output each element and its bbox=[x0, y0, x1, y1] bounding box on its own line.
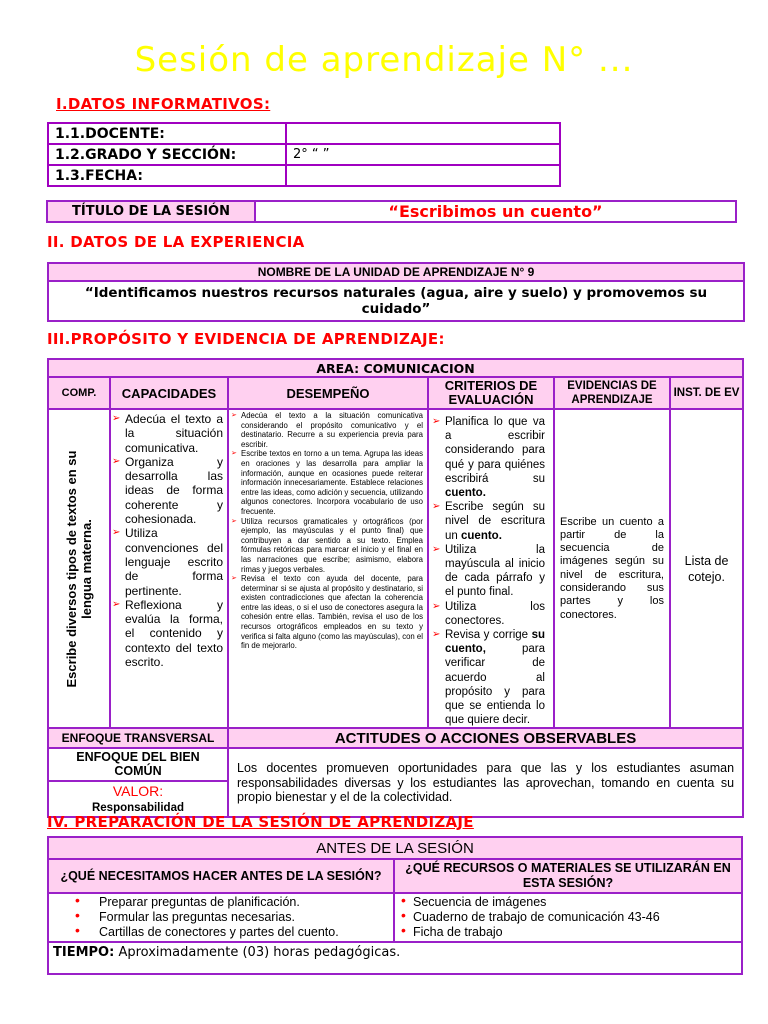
capacidad-item: ➢ Utiliza convenciones del lenguaje escrito de forma pertinente. bbox=[125, 526, 223, 597]
capacidades-list bbox=[111, 412, 227, 669]
hacer-cell bbox=[48, 893, 394, 942]
grado-label: 1.2.GRADO Y SECCIÓN: bbox=[48, 144, 286, 165]
titulo-sesion-value: “Escribimos un cuento” bbox=[255, 201, 736, 222]
header-comp: COMP. bbox=[48, 377, 110, 409]
section-preparacion: IV. PREPARACIÓN DE LA SESIÓN DE APRENDIZAJE bbox=[47, 813, 474, 831]
preparacion-table bbox=[47, 836, 743, 975]
unidad-label: NOMBRE DE LA UNIDAD DE APRENDIZAJE N° 9 bbox=[48, 263, 744, 281]
criterio-item: ➢ Planifica lo que va a escribir considerando para qué y para quiénes escribirá su cuento. bbox=[445, 415, 545, 500]
header-capacidades: CAPACIDADES bbox=[110, 377, 228, 409]
tiempo-value: Aproximadamente (03) horas pedagógicas. bbox=[114, 945, 401, 960]
titulo-sesion-label: TÍTULO DE LA SESIÓN bbox=[47, 201, 255, 222]
area-table bbox=[47, 358, 744, 818]
competencia-text: Escribe diversos tipos de textos en su lengua materna. bbox=[64, 450, 94, 688]
capacidad-item: ➢ Organiza y desarrolla las ideas de forma coherente y cohesionada. bbox=[125, 455, 223, 526]
evidencia-text: Escribe un cuento a partir de la secuencia de imágenes según su nivel de escritura, considerando sus partes y los conectores. bbox=[560, 515, 664, 621]
datos-table bbox=[47, 122, 561, 187]
header-criterios: CRITERIOS DE EVALUACIÓN bbox=[428, 377, 554, 409]
area-title: AREA: COMUNICACION bbox=[48, 359, 743, 377]
criterios-list bbox=[429, 415, 553, 727]
valor-label: VALOR: bbox=[112, 783, 164, 800]
capacidad-item: ➢ Adecúa el texto a la situación comunicativa. bbox=[125, 412, 223, 455]
docente-value[interactable] bbox=[286, 123, 560, 144]
evidencia-cell bbox=[554, 409, 670, 728]
hacer-list bbox=[49, 895, 393, 940]
recurso-item: • Ficha de trabajo bbox=[413, 925, 741, 940]
valor-value: Responsabilidad bbox=[91, 802, 185, 815]
page-title: Sesión de aprendizaje N° ... bbox=[134, 40, 634, 80]
criterio-item: ➢ Utiliza la mayúscula al inicio de cada párrafo y el punto final. bbox=[445, 543, 545, 600]
criterio-item: ➢ Utiliza los conectores. bbox=[445, 600, 545, 628]
actitud-cell bbox=[228, 748, 743, 817]
titulo-sesion-table bbox=[46, 200, 737, 223]
instrumento-cell bbox=[670, 409, 743, 728]
enfoque-transversal-label: ENFOQUE TRANSVERSAL bbox=[48, 728, 228, 748]
hacer-item: • Preparar preguntas de planificación. bbox=[99, 895, 393, 910]
criterio-item: ➢ Escribe según su nivel de escritura un cuento. bbox=[445, 500, 545, 543]
hacer-item: • Formular las preguntas necesarias. bbox=[99, 910, 393, 925]
desempeno-item: ➢ Revisa el texto con ayuda del docente, para determinar si se ajusta al propósito y destinatario, si existen contradicciones que afectan la coherencia entre las ideas, o si el uso de conectores asegura la cohesión entre ellas. También, revisa el uso de los recursos ortográficos empleados en su texto y verifica si falta alguno (como las mayúsculas), con el fin de mejorarlo. bbox=[241, 574, 423, 651]
unidad-value: “Identificamos nuestros recursos naturales (agua, aire y suelo) y promovemos su cuidado” bbox=[48, 281, 744, 321]
section-proposito: III.PROPÓSITO Y EVIDENCIA DE APRENDIZAJE: bbox=[47, 330, 445, 348]
header-inst: INST. DE EV bbox=[670, 377, 743, 409]
instrumento-text: Lista de cotejo. bbox=[684, 553, 729, 584]
fecha-value[interactable] bbox=[286, 165, 560, 186]
section-datos-experiencia: II. DATOS DE LA EXPERIENCIA bbox=[47, 233, 305, 251]
unidad-table bbox=[47, 262, 745, 322]
enfoque-bien-cell bbox=[48, 748, 228, 817]
fecha-label: 1.3.FECHA: bbox=[48, 165, 286, 186]
capacidades-cell bbox=[110, 409, 228, 728]
q1-label: ¿QUÉ NECESITAMOS HACER ANTES DE LA SESIÓN? bbox=[48, 859, 394, 893]
grado-value[interactable]: 2° “ ” bbox=[286, 144, 560, 165]
recurso-item: • Cuaderno de trabajo de comunicación 43-46 bbox=[413, 910, 741, 925]
capacidad-item: ➢ Reflexiona y evalúa la forma, el contenido y contexto del texto escrito. bbox=[125, 598, 223, 669]
desempeno-cell bbox=[228, 409, 428, 728]
actitudes-label: ACTITUDES O ACCIONES OBSERVABLES bbox=[228, 728, 743, 748]
section-datos-informativos: I.DATOS INFORMATIVOS: bbox=[56, 95, 271, 113]
recurso-item: • Secuencia de imágenes bbox=[413, 895, 741, 910]
desempeno-item: ➢ Utiliza recursos gramaticales y ortográficos (por ejemplo, las mayúsculas y el punto final) que contribuyen a dar sentido a su texto. Emplea fórmulas retóricas para marcar el inicio y el final en las narraciones que escribe; asimismo, elabora rimas y juegos verbales. bbox=[241, 517, 423, 575]
docente-label: 1.1.DOCENTE: bbox=[48, 123, 286, 144]
recursos-cell bbox=[394, 893, 742, 942]
tiempo-label: TIEMPO: bbox=[53, 945, 115, 960]
antes-label: ANTES DE LA SESIÓN bbox=[48, 837, 742, 859]
competencia-cell bbox=[48, 409, 110, 728]
tiempo-cell bbox=[48, 942, 742, 974]
criterio-item: ➢ Revisa y corrige su cuento, para verificar de acuerdo al propósito y para que se entienda lo que quiere decir. bbox=[445, 628, 545, 727]
criterios-cell bbox=[428, 409, 554, 728]
recursos-list bbox=[395, 895, 741, 940]
header-evidencias: EVIDENCIAS DE APRENDIZAJE bbox=[554, 377, 670, 409]
hacer-item: • Cartillas de conectores y partes del cuento. bbox=[99, 925, 393, 940]
q2-label: ¿QUÉ RECURSOS O MATERIALES SE UTILIZARÁN EN ESTA SESIÓN? bbox=[394, 859, 742, 893]
desempeno-item: ➢ Adecúa el texto a la situación comunicativa considerando el propósito comunicativo y el destinatario. Recurre a su experiencia previa para escribir. bbox=[241, 411, 423, 449]
actitud-text: Los docentes promueven oportunidades para que las y los estudiantes asuman responsabilidades diversas y los estudiantes las aprovechan, tomando en cuenta su propio bienestar y el de la colectividad. bbox=[237, 761, 735, 805]
header-desempeno: DESEMPEÑO bbox=[228, 377, 428, 409]
desempeno-item: ➢ Escribe textos en torno a un tema. Agrupa las ideas en oraciones y las desarrolla para ampliar la información, aunque en ocasiones puede reiterar información innecesariamente. Establece relaciones entre las ideas, como adición y secuencia, utilizando algunos conectores. Incorpora vocabulario de uso frecuente. bbox=[241, 449, 423, 516]
enfoque-bien-label: ENFOQUE DEL BIEN COMÚN bbox=[49, 749, 227, 782]
desempeno-list bbox=[229, 411, 427, 651]
